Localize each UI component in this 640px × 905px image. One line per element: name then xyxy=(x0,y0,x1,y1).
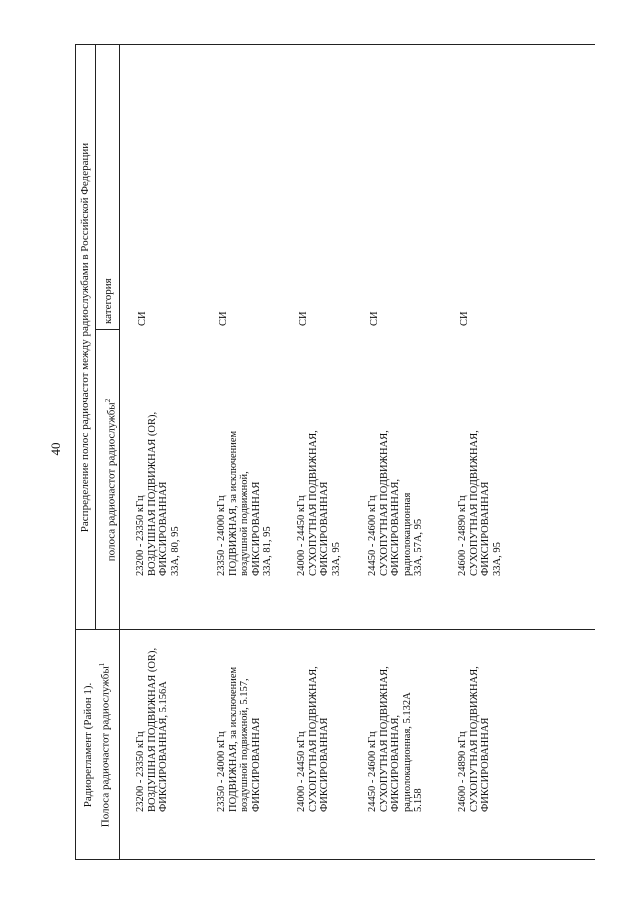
row-3-category: СИ xyxy=(298,311,309,326)
table-border-left xyxy=(75,859,595,860)
row-4-rf-band: 24450 - 24600 кГц СУХОПУТНАЯ ПОДВИЖНАЯ, ФИКСИРОВАННАЯ, радиолокационная 33А, 57А, 95 xyxy=(367,430,424,576)
row-2-category: СИ xyxy=(218,311,229,326)
header-left xyxy=(81,630,113,860)
subheader-band: полоса радиочастот радиослужбы$^2$ xyxy=(104,398,118,562)
table-border-right xyxy=(75,44,595,45)
header-left-line2: Полоса радиочастот радиослужбы$^1$ xyxy=(98,662,112,828)
page-number: 40 xyxy=(48,442,63,456)
column-divider-rr xyxy=(75,629,595,630)
subheader-divider xyxy=(95,45,96,630)
rotated-table xyxy=(75,45,595,860)
row-2-rr-band: 23350 - 24000 кГц ПОДВИЖНАЯ, за исключением воздушной подвижной, 5.157, ФИКСИРОВАННАЯ xyxy=(216,666,262,812)
header-left-line1: Радиорегламент (Район 1). xyxy=(82,682,94,808)
row-3-rf-band: 24000 - 24450 кГц СУХОПУТНАЯ ПОДВИЖНАЯ, ФИКСИРОВАННАЯ 33А, 95 xyxy=(296,430,342,576)
subheader-category: категория xyxy=(102,278,114,324)
row-4-category: СИ xyxy=(369,311,380,326)
row-5-rr-band: 24600 - 24890 кГц СУХОПУТНАЯ ПОДВИЖНАЯ, ФИКСИРОВАННАЯ xyxy=(457,666,491,812)
header-right-title: Распределение полос радиочастот между радиослужбами в Российской Федерации xyxy=(79,142,91,533)
table-border-top xyxy=(75,45,76,860)
row-4-rr-band: 24450 - 24600 кГц СУХОПУТНАЯ ПОДВИЖНАЯ, ФИКСИРОВАННАЯ, радиолокационная, 5.132А 5.158 xyxy=(367,666,424,812)
row-5-rf-band: 24600 - 24890 кГц СУХОПУТНАЯ ПОДВИЖНАЯ, ФИКСИРОВАННАЯ 33А, 95 xyxy=(457,430,503,576)
row-2-rf-band: 23350 - 24000 кГц ПОДВИЖНАЯ, за исключением воздушной подвижной, ФИКСИРОВАННАЯ 33А, 81, 95 xyxy=(216,430,273,576)
row-1-rr-band: 23200 - 23350 кГц ВОЗДУШНАЯ ПОДВИЖНАЯ (OR), ФИКСИРОВАННАЯ, 5.156А xyxy=(135,647,169,812)
row-1-rf-band: 23200 - 23350 кГц ВОЗДУШНАЯ ПОДВИЖНАЯ (OR), ФИКСИРОВАННАЯ 33А, 80, 95 xyxy=(135,411,181,576)
row-5-category: СИ xyxy=(459,311,470,326)
row-1-category: СИ xyxy=(137,311,148,326)
row-3-rr-band: 24000 - 24450 кГц СУХОПУТНАЯ ПОДВИЖНАЯ, ФИКСИРОВАННАЯ xyxy=(296,666,330,812)
header-separator xyxy=(119,45,120,860)
